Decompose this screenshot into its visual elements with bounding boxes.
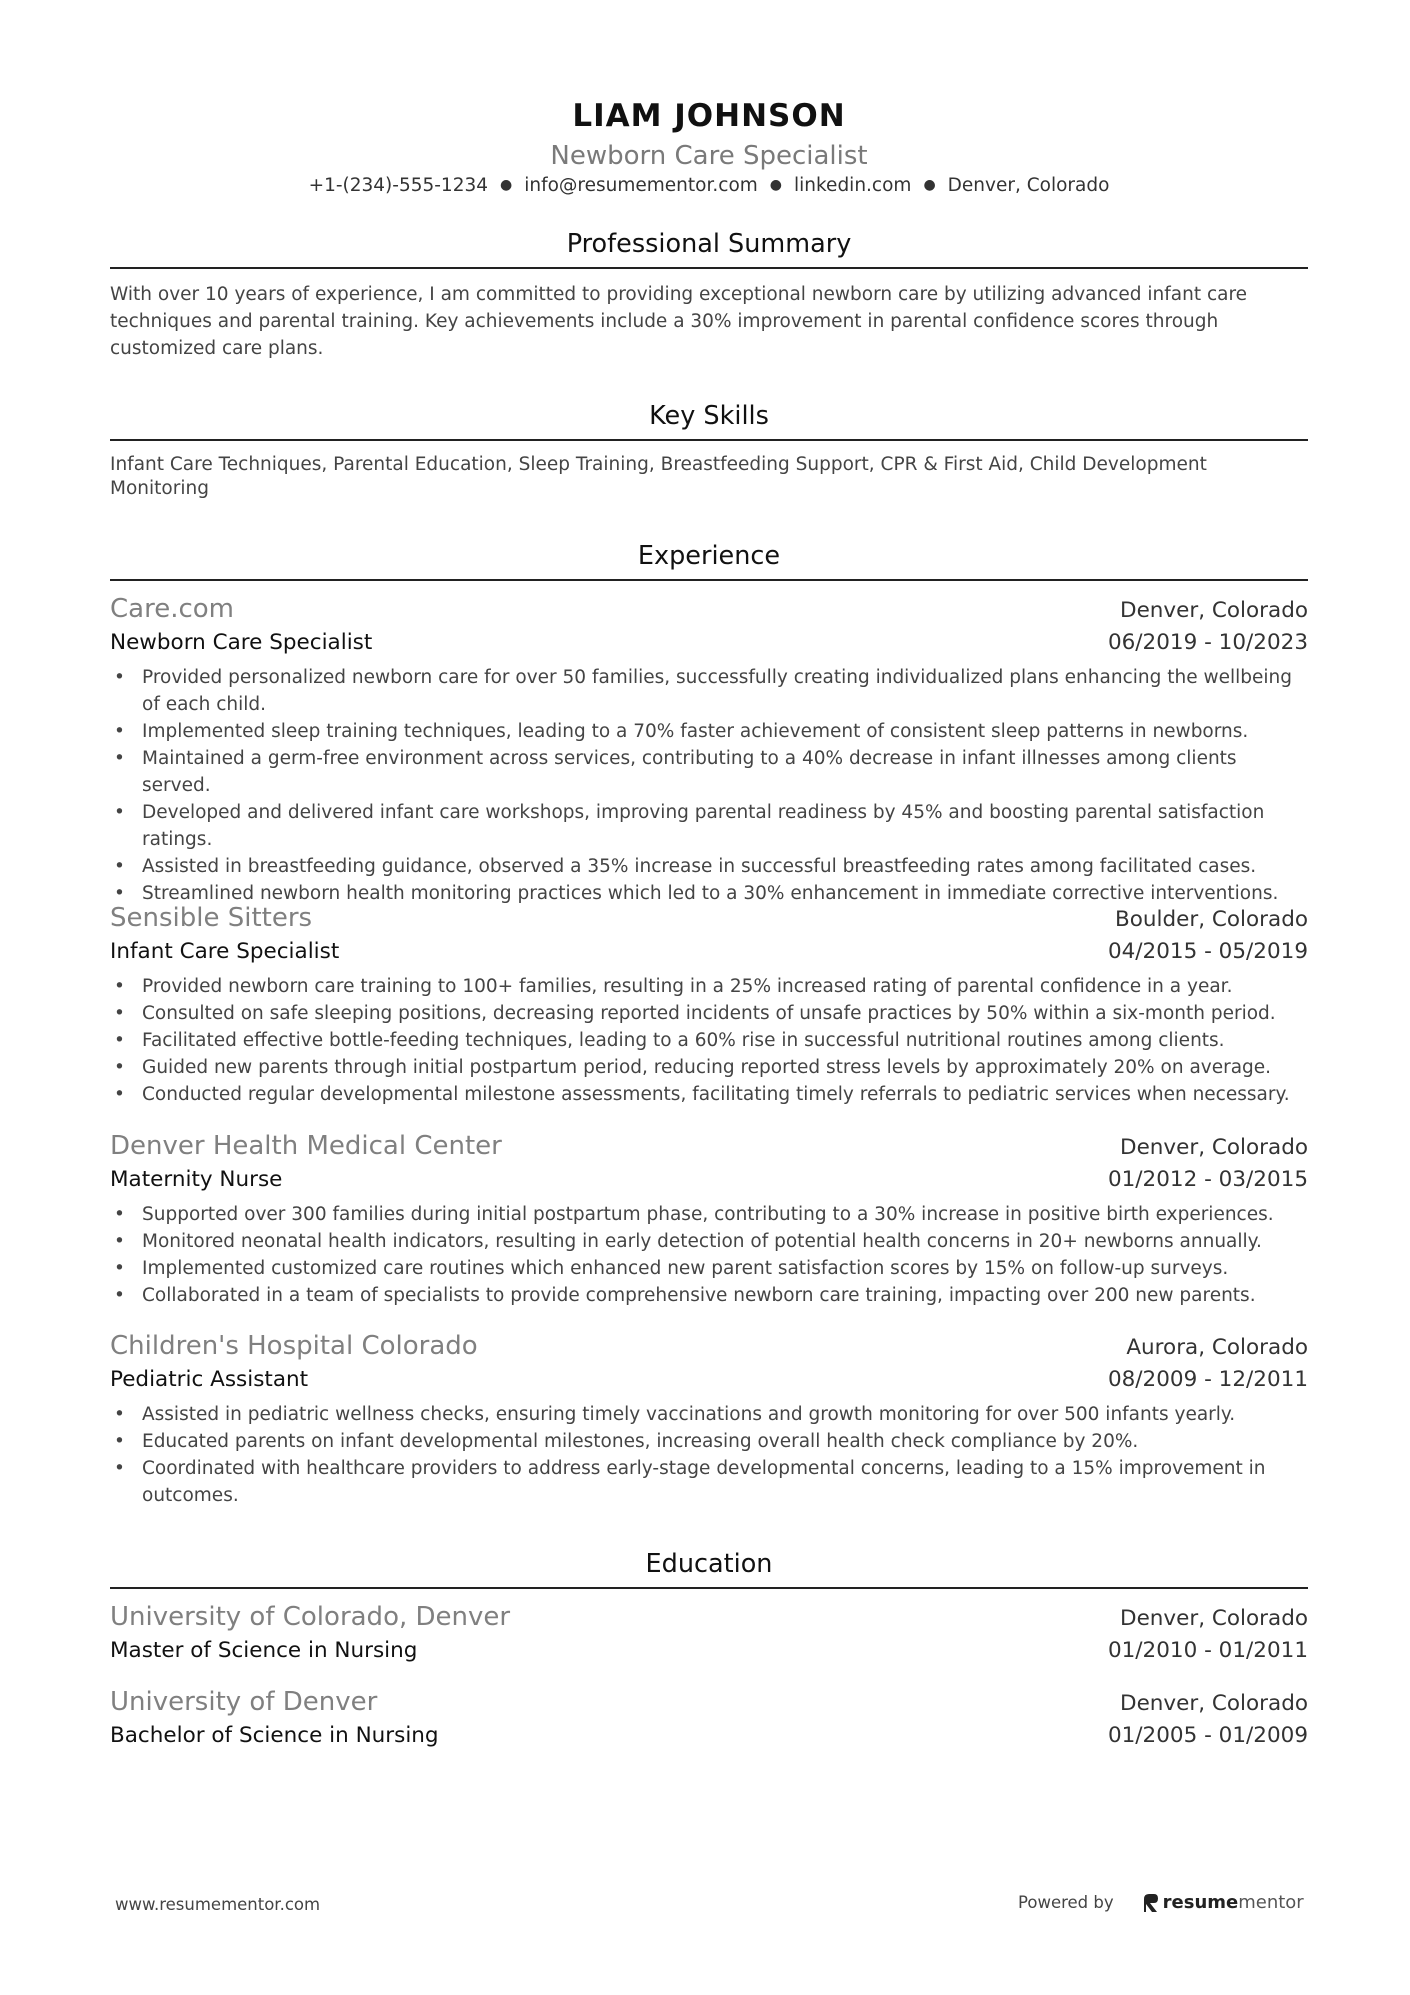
summary-text: With over 10 years of experience, I am committed to providing exceptional newborn care by utilizing advanced infant care techniques and parental training. Key achievements include a 30% improvement in parental confidence scores through customized care plans. [110, 284, 1248, 359]
job-bullet: • Supported over 300 families during initial postpartum phase, contributing to a 30% increase in positive birth experiences. [110, 1201, 1308, 1228]
education-dates: 01/2005 - 01/2009 [1107, 1723, 1308, 1748]
contact-email[interactable]: info@resumementor.com [524, 175, 758, 196]
job-bullet: • Coordinated with healthcare providers to address early-stage developmental concerns, leading to a 15% improvement in outcomes. [110, 1455, 1308, 1509]
footer-website-link[interactable]: www.resumementor.com [115, 1895, 321, 1914]
job-title: Newborn Care Specialist [110, 630, 373, 655]
job-bullet: • Assisted in breastfeeding guidance, observed a 35% increase in successful breastfeeding rates among facilitated cases. [110, 853, 1308, 880]
school-location: Denver, Colorado [1120, 1691, 1308, 1716]
bullet-separator-icon: ● [500, 177, 513, 193]
bullet-separator-icon: ● [769, 177, 782, 193]
job-entry [110, 594, 1308, 907]
job-entry [110, 1131, 1308, 1309]
resumementor-logo-icon [1142, 1893, 1159, 1913]
job-entry [110, 903, 1308, 1108]
job-dates: 06/2019 - 10/2023 [1107, 630, 1308, 655]
skills-text: Infant Care Techniques, Parental Education, Sleep Training, Breastfeeding Support, CPR & First Aid, Child Development Monitoring [110, 454, 1207, 499]
job-bullet: • Maintained a germ-free environment across services, contributing to a 40% decrease in infant illnesses among clients served. [110, 745, 1308, 799]
company-name: Children's Hospital Colorado [110, 1331, 478, 1361]
job-bullet: • Developed and delivered infant care workshops, improving parental readiness by 45% and boosting parental satisfaction ratings. [110, 799, 1308, 853]
education-section [110, 1549, 1308, 1589]
section-title: Education [110, 1549, 1308, 1589]
job-dates: 08/2009 - 12/2011 [1107, 1367, 1308, 1392]
education-entry [110, 1602, 1308, 1663]
education-dates: 01/2010 - 01/2011 [1107, 1638, 1308, 1663]
job-bullet: • Provided personalized newborn care for over 50 families, successfully creating individualized plans enhancing the wellbeing of each child. [110, 664, 1308, 718]
job-location: Denver, Colorado [1120, 1135, 1308, 1160]
section-title: Key Skills [110, 401, 1308, 441]
brand-text-resume: resume [1162, 1892, 1239, 1913]
job-bullet: • Conducted regular developmental milestone assessments, facilitating timely referrals to pediatric services when necessary. [110, 1081, 1308, 1108]
job-location: Boulder, Colorado [1115, 907, 1308, 932]
degree-name: Bachelor of Science in Nursing [110, 1723, 439, 1748]
skills-section [110, 401, 1308, 501]
school-location: Denver, Colorado [1120, 1606, 1308, 1631]
footer-branding [1018, 1892, 1304, 1913]
job-bullet: • Implemented sleep training techniques, leading to a 70% faster achievement of consistent sleep patterns in newborns. [110, 718, 1308, 745]
job-bullet: • Facilitated effective bottle-feeding techniques, leading to a 60% rise in successful nutritional routines among clients. [110, 1027, 1308, 1054]
experience-section [110, 541, 1308, 581]
job-dates: 01/2012 - 03/2015 [1107, 1167, 1308, 1192]
brand-logo[interactable] [1142, 1892, 1304, 1913]
company-name: Sensible Sitters [110, 903, 313, 933]
job-bullet: • Streamlined newborn health monitoring practices which led to a 30% enhancement in immediate corrective interventions. [110, 880, 1308, 907]
job-bullet: • Provided newborn care training to 100+ families, resulting in a 25% increased rating of parental confidence in a year. [110, 973, 1308, 1000]
job-bullet: • Assisted in pediatric wellness checks, ensuring timely vaccinations and growth monitoring for over 500 infants yearly. [110, 1401, 1308, 1428]
company-name: Care.com [110, 594, 234, 624]
powered-by-label: Powered by [1018, 1893, 1114, 1912]
job-entry [110, 1331, 1308, 1509]
education-entry [110, 1687, 1308, 1748]
job-title: Infant Care Specialist [110, 939, 340, 964]
job-bullets [110, 1201, 1308, 1309]
contact-location: Denver, Colorado [947, 175, 1110, 196]
job-bullet: • Monitored neonatal health indicators, resulting in early detection of potential health concerns in 20+ newborns annually. [110, 1228, 1308, 1255]
job-dates: 04/2015 - 05/2019 [1107, 939, 1308, 964]
job-bullets [110, 1401, 1308, 1509]
candidate-role: Newborn Care Specialist [550, 141, 868, 171]
job-bullets [110, 973, 1308, 1108]
job-title: Pediatric Assistant [110, 1367, 309, 1392]
section-title: Professional Summary [110, 229, 1308, 269]
job-bullets [110, 664, 1308, 907]
job-bullet: • Collaborated in a team of specialists to provide comprehensive newborn care training, impacting over 200 new parents. [110, 1282, 1308, 1309]
contact-linkedin[interactable]: linkedin.com [794, 175, 912, 196]
job-location: Denver, Colorado [1120, 598, 1308, 623]
job-bullet: • Consulted on safe sleeping positions, decreasing reported incidents of unsafe practices by 50% within a six-month period. [110, 1000, 1308, 1027]
job-bullet: • Implemented customized care routines which enhanced new parent satisfaction scores by 15% on follow-up surveys. [110, 1255, 1308, 1282]
contact-line [110, 175, 1308, 196]
degree-name: Master of Science in Nursing [110, 1638, 418, 1663]
candidate-name: LIAM JOHNSON [572, 98, 846, 134]
company-name: Denver Health Medical Center [110, 1131, 502, 1161]
job-title: Maternity Nurse [110, 1167, 283, 1192]
section-title: Experience [110, 541, 1308, 581]
bullet-separator-icon: ● [923, 177, 936, 193]
job-bullet: • Educated parents on infant developmental milestones, increasing overall health check compliance by 20%. [110, 1428, 1308, 1455]
summary-section [110, 229, 1308, 362]
school-name: University of Denver [110, 1687, 378, 1717]
job-bullet: • Guided new parents through initial postpartum period, reducing reported stress levels by approximately 20% on average. [110, 1054, 1308, 1081]
brand-text-mentor: mentor [1238, 1892, 1304, 1913]
school-name: University of Colorado, Denver [110, 1602, 511, 1632]
contact-phone: +1-(234)-555-1234 [308, 175, 489, 196]
job-location: Aurora, Colorado [1126, 1335, 1308, 1360]
